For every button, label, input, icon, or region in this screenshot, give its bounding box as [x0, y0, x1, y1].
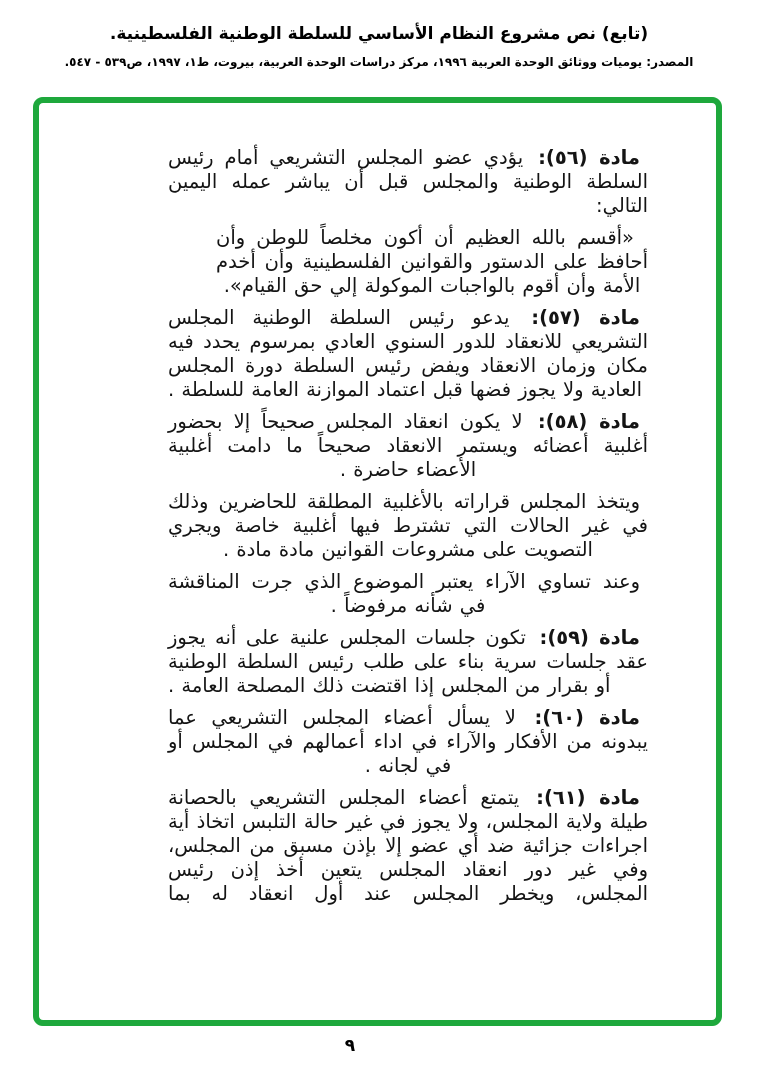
article-59-paragraph: [168, 626, 648, 698]
document-title: (تابع) نص مشروع النظام الأساسي للسلطة الوطنية الفلسطينية.: [109, 24, 649, 44]
article-58-text-2: ويتخذ المجلس قراراته بالأغلبية المطلقة للحاضرين وذلك في غير الحالات التي تشترط فيها أغلبية خاصة ويجري التصويت على مشروعات القوانين مادة مادة .: [168, 490, 648, 561]
article-58-number: مادة (٥٨):: [537, 410, 640, 433]
article-58-text-3: وعند تساوي الآراء يعتبر الموضوع الذي جرت المناقشة في شأنه مرفوضاً .: [168, 570, 640, 617]
article-57-text: يدعو رئيس السلطة الوطنية المجلس التشريعي للانعقاد للدور السنوي العادي بمرسوم يحدد فيه مكان وزمان الانعقاد ويفض رئيس السلطة دورة المجلس العادية ولا يجوز فضها قبل اعتماد الموازنة العامة للسلطة .: [168, 306, 648, 401]
article-58-paragraph: [168, 410, 648, 482]
article-57-number: مادة (٥٧):: [531, 306, 640, 329]
article-58-paragraph-3: [168, 570, 648, 618]
article-58-text: لا يكون انعقاد المجلس صحيحاً إلا بحضور أغلبية أعضائه ويستمر الانعقاد صحيحاً ما دامت أغلبية الأعضاء حاضرة .: [168, 410, 648, 481]
article-56-number: مادة (٥٦):: [538, 146, 640, 169]
article-60-number: مادة (٦٠):: [534, 706, 640, 729]
article-61-text: يتمتع أعضاء المجلس التشريعي بالحصانة طيلة ولاية المجلس، ولا يجوز في غير حالة التلبس اتخاذ أية اجراءات جزائية ضد أي عضو إلا بإذن مسبق من المجلس، وفي غير دور انعقاد المجلس يتعين أخذ إذن رئيس المجلس، ويخطر المجلس عند أول انعقاد له بما: [168, 786, 648, 905]
document-source-citation: المصدر: يوميات ووثائق الوحدة العربية ١٩٩٦، مركز دراسات الوحدة العربية، بيروت، ط١، ١٩٩٧، ص٥٣٩ - ٥٤٧.: [64, 55, 694, 69]
oath-quote-text: «أقسم بالله العظيم أن أكون مخلصاً للوطن وأن أحافظ على الدستور والقوانين الفلسطينية وأن أخدم الأمة وأن أقوم بالواجبات الموكولة إلي حق القيام».: [216, 226, 648, 297]
article-61-number: مادة (٦١):: [536, 786, 640, 809]
article-56-paragraph: [168, 146, 648, 218]
article-56-text: يؤدي عضو المجلس التشريعي أمام رئيس السلطة الوطنية والمجلس قبل أن يباشر عمله اليمين التالي:: [168, 146, 648, 217]
document-frame: [33, 97, 722, 1026]
article-57-paragraph: [168, 306, 648, 402]
oath-quote-paragraph: [216, 226, 648, 298]
article-59-text: تكون جلسات المجلس علنية على أنه يجوز عقد جلسات سرية بناء على طلب رئيس السلطة الوطنية أو بقرار من المجلس إذا اقتضت ذلك المصلحة العامة .: [168, 626, 648, 697]
article-59-number: مادة (٥٩):: [539, 626, 640, 649]
article-61-paragraph: [168, 786, 648, 906]
document-body: [168, 146, 648, 914]
article-58-paragraph-2: [168, 490, 648, 562]
article-60-text: لا يسأل أعضاء المجلس التشريعي عما يبدونه من الأفكار والآراء في اداء أعمالهم في المجلس أو في لجانه .: [168, 706, 648, 777]
page-number: ٩: [344, 1036, 356, 1056]
article-60-paragraph: [168, 706, 648, 778]
page-header: [0, 0, 758, 69]
